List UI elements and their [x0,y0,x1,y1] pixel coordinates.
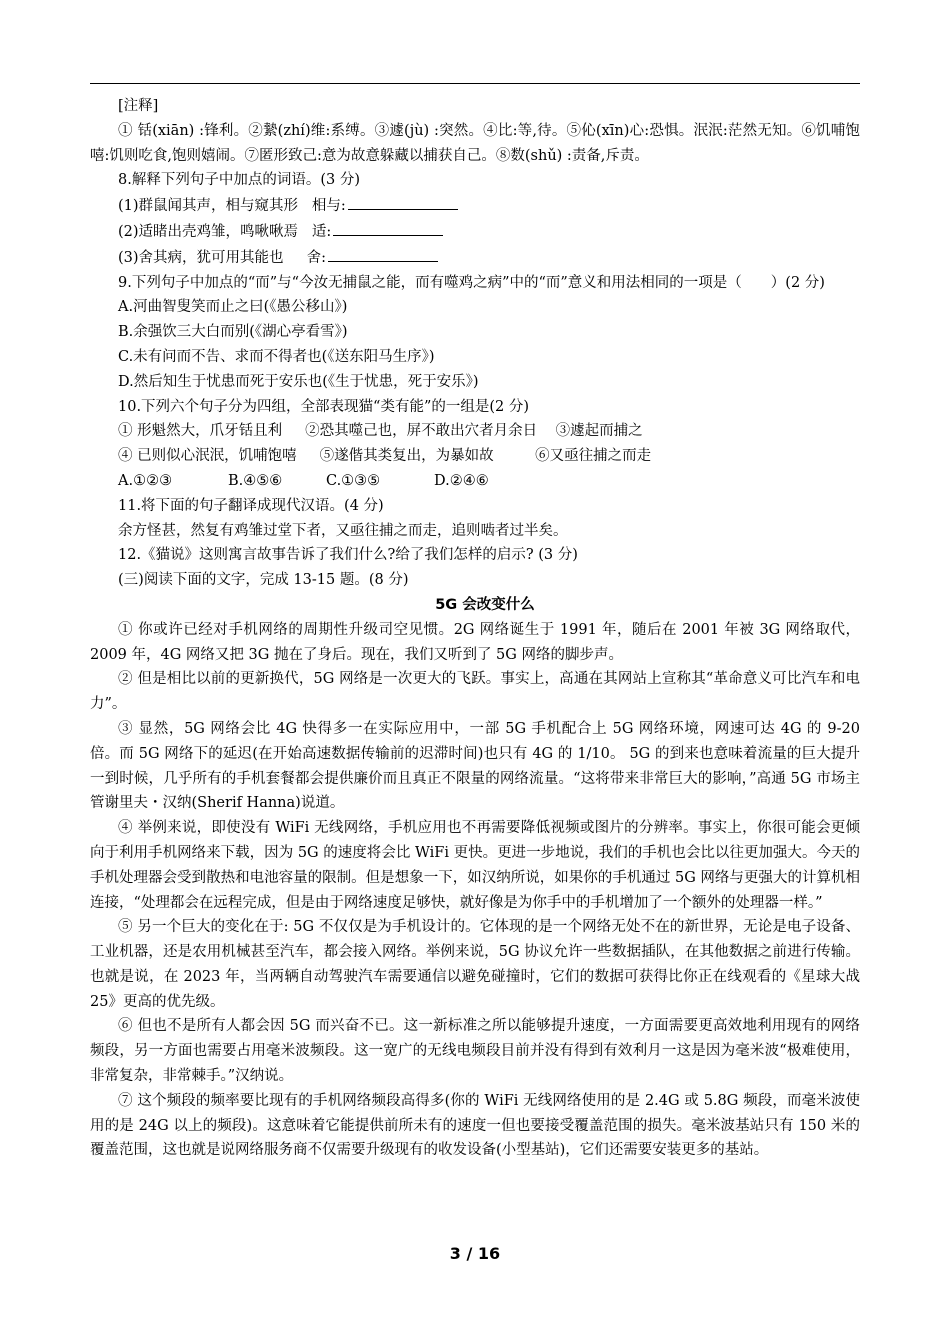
notes-heading: [注释] [118,98,159,114]
answer-blank[interactable] [348,193,458,210]
q8-item-2 [90,219,860,245]
q10-option-a: A.①②③ [118,472,173,489]
q8-item-2-text: (2)适睹出壳鸡雏，鸣啾啾焉 [118,223,299,240]
q8-item-1 [90,193,860,219]
article-paragraph-7: ⑦ 这个频段的频率要比现有的手机网络频段高得多(你的 WiFi 无线网络使用的是 2.4G 或 5.8G 频段，而毫米波使用的是 24G 以上的频段)。这意味着它能提供前所未有的速度一但也要接受覆盖范围的损失。毫米波基站只有 150 米的覆盖范围，这也就是说网络服务商不仅需要升级现有的收发设备(小型基站)，它们还需要安装更多的基站。 [90,1092,860,1159]
q9-stem: 9.下列句子中加点的“而”与“今汝无捕鼠之能，而有噬鸡之病”中的“而”意义和用法相同的一项是（ ）(2 分) [118,274,825,291]
article-paragraph-5: ⑤ 另一个巨大的变化在于: 5G 不仅仅是为手机设计的。它体现的是一个网络无处不在的新世界，无论是电子设备、工业机器，还是农用机械甚至汽车，都会接入网络。举例来说，5G 协议允许一些数据插队，在其他数据之前进行传输。也就是说，在 2023 年，当两辆自动驾驶汽车需要通信以避免碰撞时，它们的数据可获得比你正在线观看的《星球大战 25》更高的优先级。 [90,919,860,1010]
article-paragraph-6: ⑥ 但也不是所有人都会因 5G 而兴奋不已。这一新标准之所以能够提升速度，一方面需要更高效地利用现有的网络频段，另一方面也需要占用毫米波频段。这一宽广的无线电频段目前并没有得到有效利月一这是因为毫米波“极难使用， 非常复杂，非常棘手。”汉纳说。 [90,1018,860,1085]
q11-stem: 11.将下面的句子翻译成现代汉语。(4 分) [118,497,384,514]
q10-sentence-4: ④ 已则似心泯泯，饥哺饱嘻 [118,448,297,465]
q10-option-b: B.④⑤⑥ [228,472,283,489]
q9-option-a: A.河曲智叟笑而止之曰(《愚公移山》) [118,299,348,316]
q8-item-3 [90,245,860,271]
article-paragraph-3: ③ 显然，5G 网络会比 4G 快得多一在实际应用中，一部 5G 手机配合上 5G 网络环境，网速可达 4G 的 9-20 倍。而 5G 网络下的延迟(在开始高速数据传输前的迟滞时间)也只有 4G 的 1/10。 5G 的到来也意味着流量的巨大提升一到时候，几乎所有的手机套餐都会提供廉价而且真正不限量的网络流量。“这将带来非常巨大的影响，”高通 5G 市场主管谢里夫・汉纳(Sherif Hanna)说道。 [90,720,860,812]
q11-sentence: 余方怪甚，然复有鸡雏过堂下者，又亟往捕之而走，追则啮者过半矣。 [118,522,568,539]
q10-stem: 10.下列六个句子分为四组，全部表现猫“类有能”的一组是(2 分) [118,398,530,415]
q10-sentence-5: ⑤遂偕其类复出，为暴如故 [319,448,494,465]
q10-sentence-3: ③遽起而捕之 [555,423,643,440]
header-rule [90,83,860,84]
q12-stem: 12.《猫说》这则寓言故事告诉了我们什么?给了我们怎样的启示? (3 分) [118,547,578,564]
page-content [90,94,860,1163]
article-paragraph-2: ② 但是相比以前的更新换代，5G 网络是一次更大的飞跃。事实上，高通在其网站上宣称其“革命意义可比汽车和电力”。 [90,671,860,713]
q8-item-1-text: (1)群鼠闻其声，相与窥其形 [118,198,299,215]
q10-sentence-1: ① 形魁然大，爪牙铦且利 [118,423,283,440]
q10-row-1 [90,419,860,444]
answer-blank[interactable] [333,219,443,236]
q8-item-3-word: 舍: [306,249,326,266]
q8-item-3-text: (3)舍其病，犹可用其能也 [118,249,284,266]
article-title: 5G 会改变什么 [435,596,535,613]
page-number: 3 / 16 [449,1244,501,1263]
q10-options [90,469,860,494]
answer-blank[interactable] [328,245,438,262]
notes-body: ① 铦(xiān) :锋利。②縶(zhí)维:系缚。③遽(jù) :突然。④比:等,待。⑤伈(xīn)心:恐惧。泯泯:茫然无知。⑥饥哺饱嘻:饥则吃食,饱则嬉闹。⑦匿形致己:意为故意躲藏以捕获自己。⑧数(shǔ) :责备,斥责。 [90,122,860,164]
q10-row-2 [90,444,860,469]
q8-item-2-word: 适: [311,223,332,240]
q10-option-c: C.①③⑤ [326,472,381,489]
article-paragraph-4: ④ 举例来说，即使没有 WiFi 无线网络，手机应用也不再需要降低视频或图片的分辨率。事实上，你很可能会更倾向于利用手机网络来下载，因为 5G 的速度将会比 WiFi 更快。更进一步地说，我们的手机也会比以往更加强大。今天的手机处理器会受到散热和电池容量的限制。但是想象一下，如汉纳所说，如果你的手机通过 5G 网络与更强大的计算机相连接，“处理都会在远程完成，但是由于网络速度足够快，就好像是为你手中的手机增加了一个额外的处理器一样。” [90,820,860,911]
section3-heading: (三)阅读下面的文字，完成 13-15 题。(8 分) [118,572,409,589]
q10-option-d: D.②④⑥ [434,472,489,489]
q9-option-b: B.余强饮三大白而别(《湖心亭看雪》) [118,324,348,341]
q9-option-c: C.未有问而不告、求而不得者也(《送东阳马生序》) [118,348,435,365]
q8-item-1-word: 相与: [311,198,346,215]
article-paragraph-1: ① 你或许已经对手机网络的周期性升级司空见惯。2G 网络诞生于 1991 年，随后在 2001 年被 3G 网络取代，2009 年，4G 网络又把 3G 抛在了身后。现在，我们又听到了 5G 网络的脚步声。 [90,621,860,663]
q10-sentence-2: ②恐其噬己也，屏不敢出穴者月余日 [305,423,538,440]
q8-stem: 8.解释下列句子中加点的词语。(3 分) [118,172,360,189]
q9-option-d: D.然后知生于忧患而死于安乐也(《生于忧患，死于安乐》) [118,373,479,390]
q10-sentence-6: ⑥又亟往捕之而走 [535,448,652,465]
